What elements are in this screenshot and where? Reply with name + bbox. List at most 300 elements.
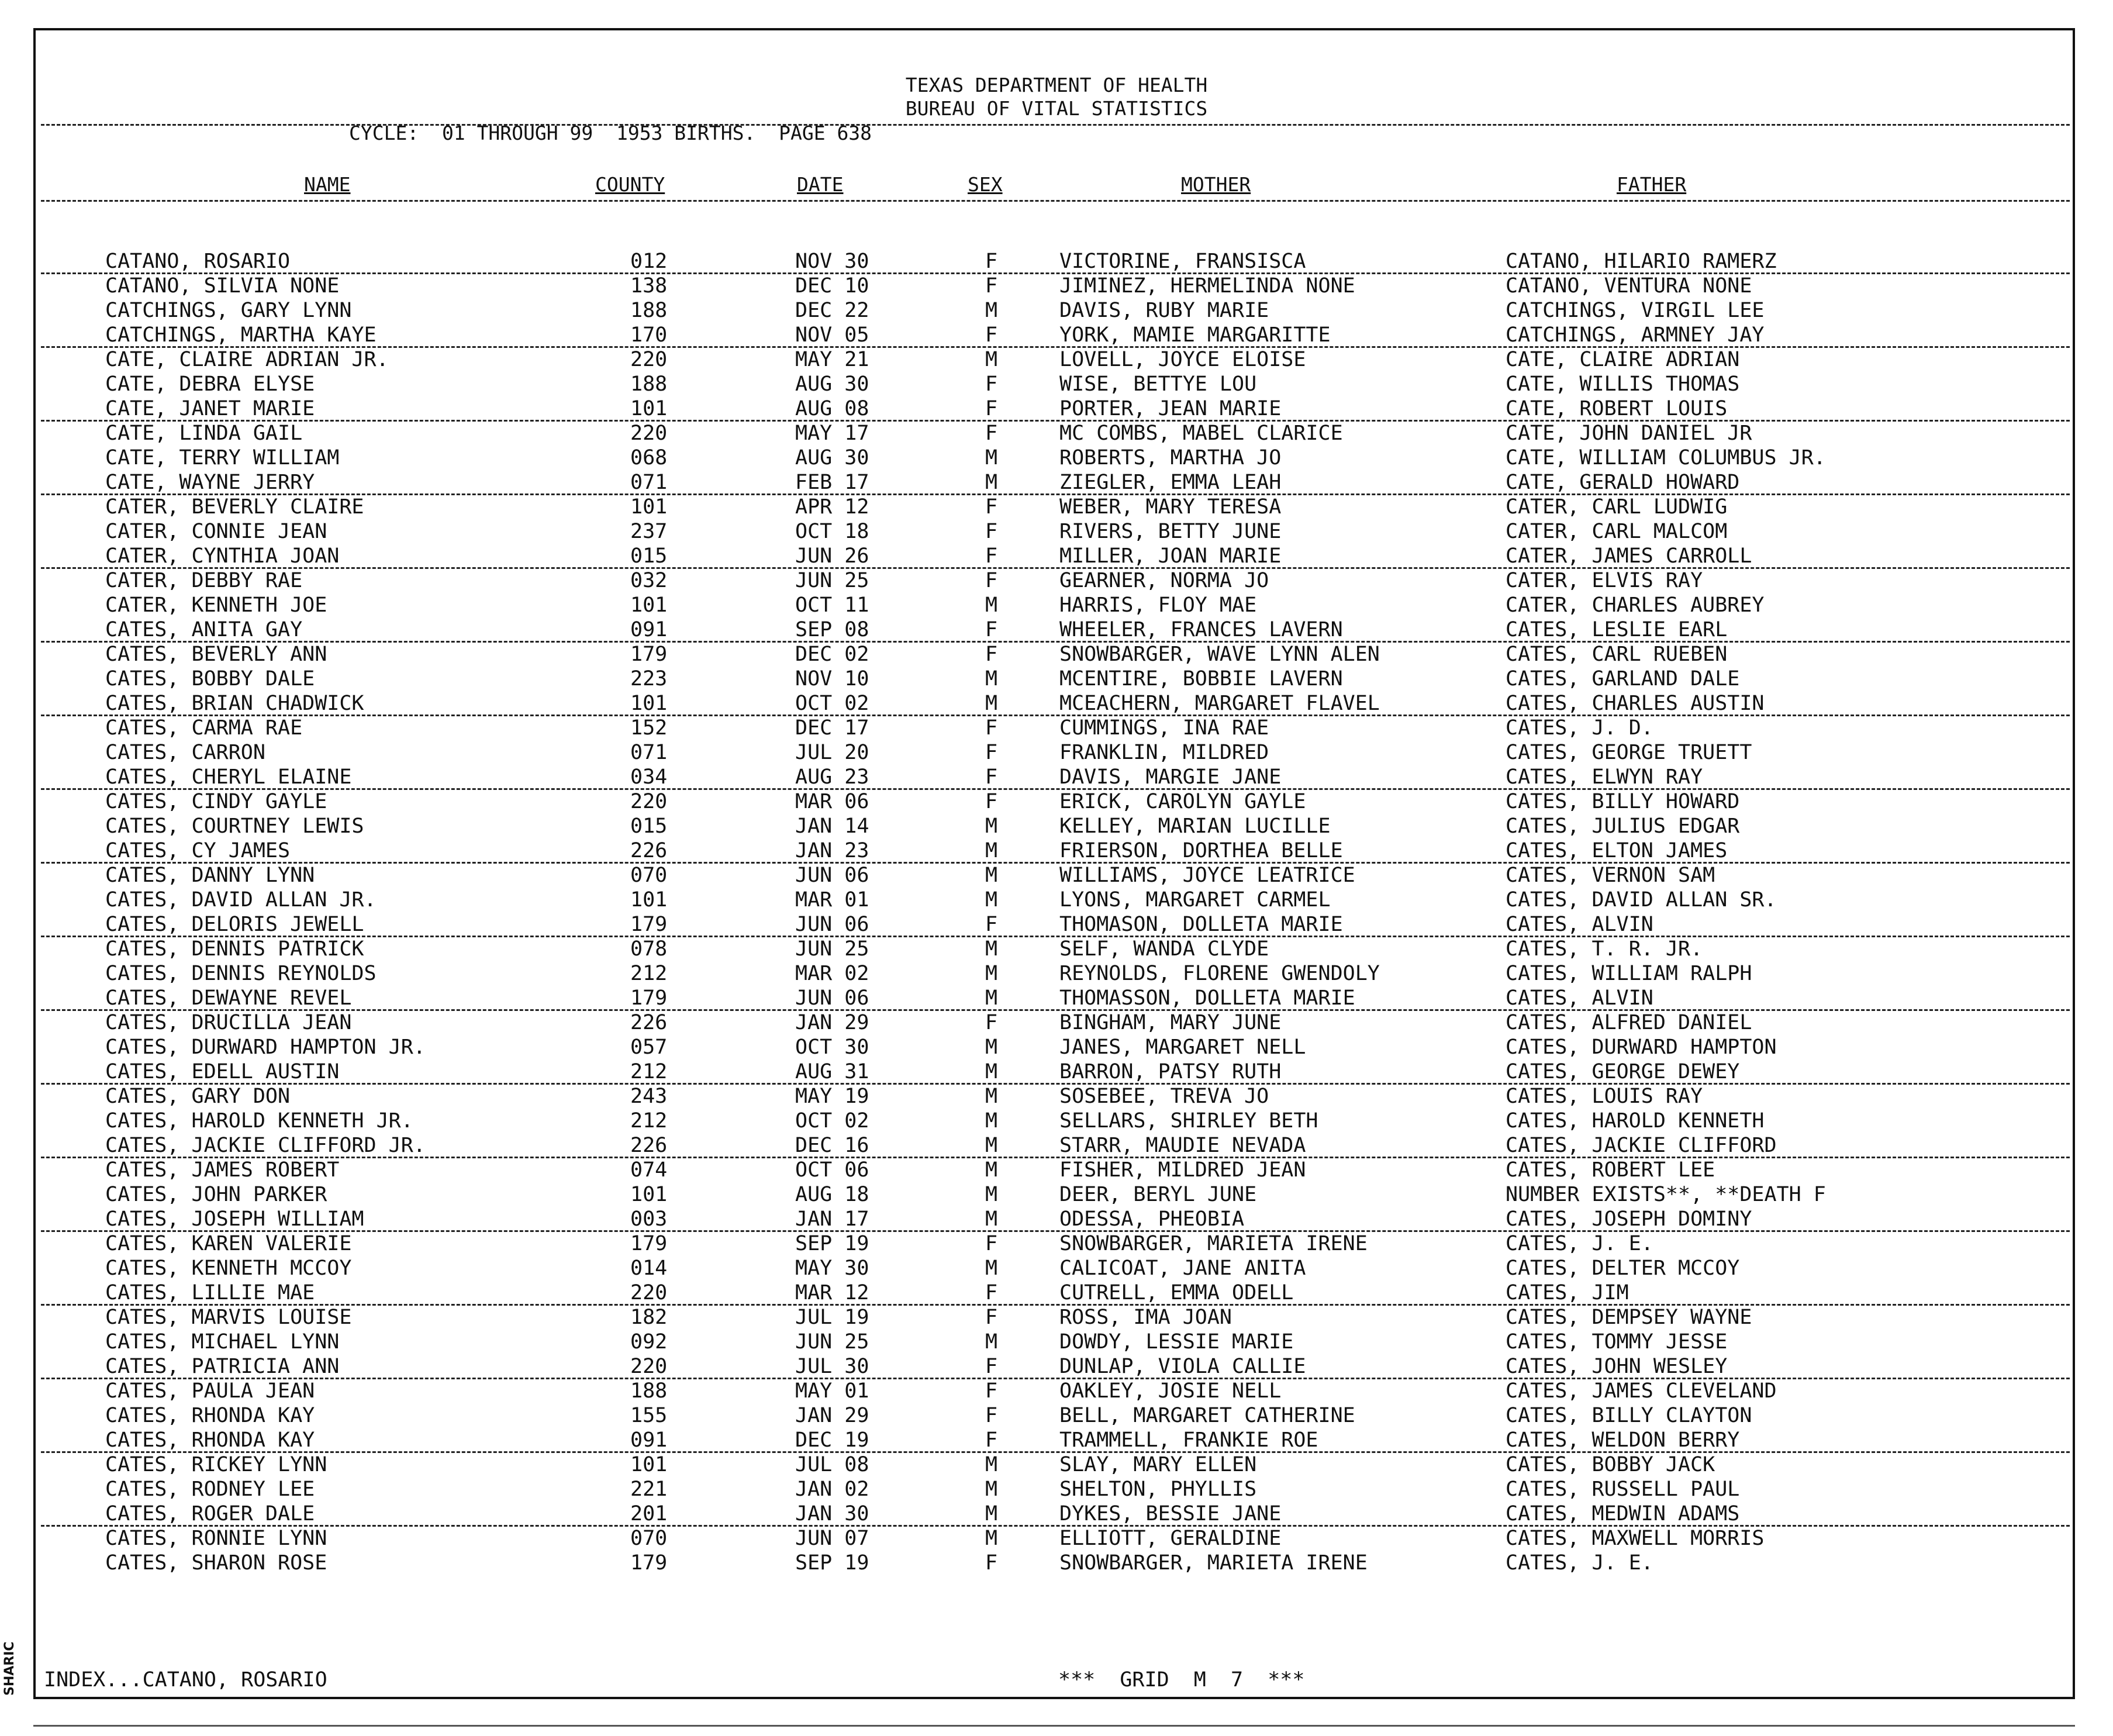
cell-sex: M bbox=[985, 1085, 998, 1108]
cell-name: CATE, JANET MARIE bbox=[105, 397, 315, 420]
cell-sex: M bbox=[985, 593, 998, 617]
cell-sex: M bbox=[985, 1207, 998, 1231]
cell-county: 092 bbox=[630, 1330, 668, 1354]
cell-father: CATES, J. E. bbox=[1506, 1232, 1653, 1255]
cell-mother: DUNLAP, VIOLA CALLIE bbox=[1059, 1355, 1306, 1378]
cell-county: 012 bbox=[630, 250, 668, 273]
cell-date: JUL 30 bbox=[795, 1355, 869, 1378]
row-separator bbox=[41, 420, 2070, 422]
cell-name: CATANO, ROSARIO bbox=[105, 250, 291, 273]
cell-date: MAY 21 bbox=[795, 348, 869, 371]
cell-name: CATES, ANITA GAY bbox=[105, 618, 303, 641]
cell-sex: F bbox=[985, 250, 998, 273]
cell-mother: MCENTIRE, BOBBIE LAVERN bbox=[1059, 667, 1343, 691]
cell-sex: M bbox=[985, 888, 998, 912]
cell-name: CATES, DEWAYNE REVEL bbox=[105, 986, 352, 1010]
cell-father: CATES, JULIUS EDGAR bbox=[1506, 814, 1740, 838]
cell-father: CATER, CHARLES AUBREY bbox=[1506, 593, 1765, 617]
cell-mother: OAKLEY, JOSIE NELL bbox=[1059, 1379, 1282, 1403]
row-separator bbox=[41, 272, 2070, 274]
index-footer: INDEX...CATANO, ROSARIO bbox=[44, 1668, 327, 1692]
cell-father: CATE, CLAIRE ADRIAN bbox=[1506, 348, 1740, 371]
cell-father: CATES, LOUIS RAY bbox=[1506, 1085, 1703, 1108]
cell-father: CATES, JOHN WESLEY bbox=[1506, 1355, 1728, 1378]
cell-date: AUG 30 bbox=[795, 372, 869, 396]
cell-name: CATES, DENNIS REYNOLDS bbox=[105, 962, 377, 985]
cell-date: JUN 06 bbox=[795, 913, 869, 936]
cell-name: CATES, DURWARD HAMPTON JR. bbox=[105, 1036, 426, 1059]
cell-father: CATES, BOBBY JACK bbox=[1506, 1453, 1715, 1476]
cell-name: CATES, HAROLD KENNETH JR. bbox=[105, 1109, 413, 1133]
cell-sex: M bbox=[985, 348, 998, 371]
column-header-mother: MOTHER bbox=[1181, 173, 1251, 196]
cell-date: AUG 31 bbox=[795, 1060, 869, 1083]
cell-date: FEB 17 bbox=[795, 471, 869, 494]
cell-county: 091 bbox=[630, 618, 668, 641]
cell-name: CATCHINGS, MARTHA KAYE bbox=[105, 323, 377, 347]
cell-county: 226 bbox=[630, 1011, 668, 1034]
cell-mother: GEARNER, NORMA JO bbox=[1059, 569, 1269, 592]
cell-sex: F bbox=[985, 372, 998, 396]
cell-mother: YORK, MAMIE MARGARITTE bbox=[1059, 323, 1331, 347]
cell-name: CATER, CYNTHIA JOAN bbox=[105, 544, 340, 568]
cell-mother: DEER, BERYL JUNE bbox=[1059, 1183, 1257, 1206]
cell-mother: DOWDY, LESSIE MARIE bbox=[1059, 1330, 1294, 1354]
cell-father: CATES, MAXWELL MORRIS bbox=[1506, 1527, 1765, 1550]
cell-date: MAY 19 bbox=[795, 1085, 869, 1108]
cell-sex: M bbox=[985, 1330, 998, 1354]
cell-sex: F bbox=[985, 741, 998, 764]
cell-father: CATES, GARLAND DALE bbox=[1506, 667, 1740, 691]
cell-name: CATES, ROGER DALE bbox=[105, 1502, 315, 1526]
cell-father: CATES, JIM bbox=[1506, 1281, 1629, 1304]
cell-mother: WISE, BETTYE LOU bbox=[1059, 372, 1257, 396]
cell-mother: JANES, MARGARET NELL bbox=[1059, 1036, 1306, 1059]
cell-mother: TRAMMELL, FRANKIE ROE bbox=[1059, 1428, 1318, 1452]
cell-father: CATE, WILLIAM COLUMBUS JR. bbox=[1506, 446, 1826, 470]
cell-name: CATES, CARRON bbox=[105, 741, 265, 764]
cell-father: CATES, GEORGE DEWEY bbox=[1506, 1060, 1740, 1083]
cell-sex: F bbox=[985, 1011, 998, 1034]
cell-name: CATE, TERRY WILLIAM bbox=[105, 446, 340, 470]
cell-county: 071 bbox=[630, 741, 668, 764]
cell-date: OCT 02 bbox=[795, 1109, 869, 1133]
cell-county: 101 bbox=[630, 1183, 668, 1206]
cell-name: CATES, SHARON ROSE bbox=[105, 1551, 327, 1575]
column-header-date: DATE bbox=[797, 173, 844, 196]
cell-county: 101 bbox=[630, 593, 668, 617]
cell-county: 226 bbox=[630, 839, 668, 862]
page-frame bbox=[33, 28, 2075, 1699]
cell-sex: F bbox=[985, 569, 998, 592]
cell-county: 201 bbox=[630, 1502, 668, 1526]
cell-father: CATES, JOSEPH DOMINY bbox=[1506, 1207, 1752, 1231]
cell-county: 182 bbox=[630, 1306, 668, 1329]
cell-sex: F bbox=[985, 1428, 998, 1452]
cell-date: JAN 17 bbox=[795, 1207, 869, 1231]
cell-date: NOV 10 bbox=[795, 667, 869, 691]
cell-date: OCT 06 bbox=[795, 1158, 869, 1182]
cell-mother: THOMASON, DOLLETA MARIE bbox=[1059, 913, 1343, 936]
cell-mother: LOVELL, JOYCE ELOISE bbox=[1059, 348, 1306, 371]
cell-mother: SELLARS, SHIRLEY BETH bbox=[1059, 1109, 1318, 1133]
cell-name: CATES, RONNIE LYNN bbox=[105, 1527, 327, 1550]
cell-mother: DAVIS, RUBY MARIE bbox=[1059, 299, 1269, 322]
cell-father: CATES, ALVIN bbox=[1506, 986, 1653, 1010]
row-separator bbox=[41, 1157, 2070, 1158]
cell-sex: F bbox=[985, 1379, 998, 1403]
cell-father: CATES, LESLIE EARL bbox=[1506, 618, 1728, 641]
cell-mother: FRIERSON, DORTHEA BELLE bbox=[1059, 839, 1343, 862]
cell-date: MAY 17 bbox=[795, 422, 869, 445]
grid-footer: *** GRID M 7 *** bbox=[1058, 1668, 1305, 1692]
cell-county: 015 bbox=[630, 544, 668, 568]
cell-mother: KELLEY, MARIAN LUCILLE bbox=[1059, 814, 1331, 838]
cell-name: CATES, EDELL AUSTIN bbox=[105, 1060, 340, 1083]
cell-date: DEC 17 bbox=[795, 716, 869, 740]
cell-name: CATES, MARVIS LOUISE bbox=[105, 1306, 352, 1329]
cell-county: 179 bbox=[630, 1551, 668, 1575]
cell-name: CATES, CY JAMES bbox=[105, 839, 291, 862]
cell-date: MAY 01 bbox=[795, 1379, 869, 1403]
cell-name: CATES, RHONDA KAY bbox=[105, 1404, 315, 1427]
cell-date: JUN 25 bbox=[795, 569, 869, 592]
cell-mother: SNOWBARGER, WAVE LYNN ALEN bbox=[1059, 643, 1380, 666]
cell-county: 091 bbox=[630, 1428, 668, 1452]
cell-date: MAR 12 bbox=[795, 1281, 869, 1304]
department-title: TEXAS DEPARTMENT OF HEALTH bbox=[905, 74, 1208, 96]
cell-name: CATES, MICHAEL LYNN bbox=[105, 1330, 340, 1354]
cell-sex: M bbox=[985, 446, 998, 470]
row-separator bbox=[41, 862, 2070, 864]
cell-father: CATES, VERNON SAM bbox=[1506, 864, 1715, 887]
bottom-rule bbox=[33, 1725, 2075, 1727]
cell-name: CATES, BRIAN CHADWICK bbox=[105, 692, 364, 715]
cell-sex: M bbox=[985, 1257, 998, 1280]
cell-county: 014 bbox=[630, 1257, 668, 1280]
cell-father: CATE, GERALD HOWARD bbox=[1506, 471, 1740, 494]
cell-county: 223 bbox=[630, 667, 668, 691]
cell-mother: WEBER, MARY TERESA bbox=[1059, 495, 1282, 519]
cell-county: 170 bbox=[630, 323, 668, 347]
cell-name: CATER, DEBBY RAE bbox=[105, 569, 303, 592]
cell-sex: M bbox=[985, 1036, 998, 1059]
cell-date: AUG 30 bbox=[795, 446, 869, 470]
cell-name: CATES, JOHN PARKER bbox=[105, 1183, 327, 1206]
cell-county: 212 bbox=[630, 962, 668, 985]
cell-date: MAR 01 bbox=[795, 888, 869, 912]
cell-name: CATANO, SILVIA NONE bbox=[105, 274, 340, 298]
cell-mother: FISHER, MILDRED JEAN bbox=[1059, 1158, 1306, 1182]
cell-name: CATE, LINDA GAIL bbox=[105, 422, 303, 445]
cell-county: 212 bbox=[630, 1060, 668, 1083]
cell-date: JAN 14 bbox=[795, 814, 869, 838]
cell-mother: PORTER, JEAN MARIE bbox=[1059, 397, 1282, 420]
cell-mother: SELF, WANDA CLYDE bbox=[1059, 937, 1269, 961]
cell-mother: ROSS, IMA JOAN bbox=[1059, 1306, 1232, 1329]
cell-sex: M bbox=[985, 1453, 998, 1476]
cell-name: CATER, KENNETH JOE bbox=[105, 593, 327, 617]
cell-mother: BELL, MARGARET CATHERINE bbox=[1059, 1404, 1355, 1427]
cell-date: MAY 30 bbox=[795, 1257, 869, 1280]
cell-name: CATE, CLAIRE ADRIAN JR. bbox=[105, 348, 389, 371]
cell-mother: MCEACHERN, MARGARET FLAVEL bbox=[1059, 692, 1380, 715]
cell-county: 155 bbox=[630, 1404, 668, 1427]
cell-name: CATER, BEVERLY CLAIRE bbox=[105, 495, 364, 519]
cell-county: 179 bbox=[630, 913, 668, 936]
cell-date: OCT 18 bbox=[795, 520, 869, 543]
cell-mother: LYONS, MARGARET CARMEL bbox=[1059, 888, 1331, 912]
cell-father: CATES, J. D. bbox=[1506, 716, 1653, 740]
cell-father: CATER, JAMES CARROLL bbox=[1506, 544, 1752, 568]
cell-mother: STARR, MAUDIE NEVADA bbox=[1059, 1134, 1306, 1157]
cell-name: CATES, PAULA JEAN bbox=[105, 1379, 315, 1403]
cell-date: SEP 19 bbox=[795, 1232, 869, 1255]
cell-county: 070 bbox=[630, 1527, 668, 1550]
cell-father: CATES, T. R. JR. bbox=[1506, 937, 1703, 961]
cell-county: 220 bbox=[630, 1281, 668, 1304]
cell-county: 188 bbox=[630, 299, 668, 322]
cell-name: CATES, DRUCILLA JEAN bbox=[105, 1011, 352, 1034]
cell-name: CATES, KENNETH MCCOY bbox=[105, 1257, 352, 1280]
cell-father: CATER, CARL LUDWIG bbox=[1506, 495, 1728, 519]
cell-sex: F bbox=[985, 422, 998, 445]
cell-county: 179 bbox=[630, 643, 668, 666]
cell-county: 032 bbox=[630, 569, 668, 592]
cell-mother: SNOWBARGER, MARIETA IRENE bbox=[1059, 1232, 1368, 1255]
cell-father: CATCHINGS, ARMNEY JAY bbox=[1506, 323, 1765, 347]
cell-name: CATES, GARY DON bbox=[105, 1085, 291, 1108]
cell-date: MAR 02 bbox=[795, 962, 869, 985]
cell-date: DEC 02 bbox=[795, 643, 869, 666]
cell-date: JUN 06 bbox=[795, 986, 869, 1010]
cell-date: JAN 02 bbox=[795, 1478, 869, 1501]
cell-sex: F bbox=[985, 765, 998, 789]
cell-sex: F bbox=[985, 495, 998, 519]
cell-sex: F bbox=[985, 274, 998, 298]
cell-date: JUN 25 bbox=[795, 1330, 869, 1354]
cell-name: CATES, JACKIE CLIFFORD JR. bbox=[105, 1134, 426, 1157]
cell-name: CATES, BOBBY DALE bbox=[105, 667, 315, 691]
cell-mother: HARRIS, FLOY MAE bbox=[1059, 593, 1257, 617]
cell-father: CATANO, VENTURA NONE bbox=[1506, 274, 1752, 298]
cell-date: SEP 08 bbox=[795, 618, 869, 641]
cell-name: CATCHINGS, GARY LYNN bbox=[105, 299, 352, 322]
cell-county: 101 bbox=[630, 692, 668, 715]
cell-father: CATES, JAMES CLEVELAND bbox=[1506, 1379, 1777, 1403]
cell-mother: BARRON, PATSY RUTH bbox=[1059, 1060, 1282, 1083]
cell-sex: F bbox=[985, 1355, 998, 1378]
cell-county: 003 bbox=[630, 1207, 668, 1231]
cell-date: JAN 29 bbox=[795, 1404, 869, 1427]
cell-father: CATES, RUSSELL PAUL bbox=[1506, 1478, 1740, 1501]
cell-county: 070 bbox=[630, 864, 668, 887]
cell-county: 220 bbox=[630, 348, 668, 371]
cell-county: 138 bbox=[630, 274, 668, 298]
cell-county: 152 bbox=[630, 716, 668, 740]
cell-name: CATES, DAVID ALLAN JR. bbox=[105, 888, 377, 912]
cell-father: CATES, ELWYN RAY bbox=[1506, 765, 1703, 789]
cell-mother: REYNOLDS, FLORENE GWENDOLY bbox=[1059, 962, 1380, 985]
cell-sex: M bbox=[985, 1502, 998, 1526]
cell-father: CATES, WELDON BERRY bbox=[1506, 1428, 1740, 1452]
cell-father: CATCHINGS, VIRGIL LEE bbox=[1506, 299, 1765, 322]
cell-father: CATES, DELTER MCCOY bbox=[1506, 1257, 1740, 1280]
cell-father: CATES, DEMPSEY WAYNE bbox=[1506, 1306, 1752, 1329]
cell-sex: M bbox=[985, 471, 998, 494]
cell-name: CATES, DANNY LYNN bbox=[105, 864, 315, 887]
cell-father: CATES, J. E. bbox=[1506, 1551, 1653, 1575]
cell-father: CATES, CARL RUEBEN bbox=[1506, 643, 1728, 666]
row-separator bbox=[41, 1083, 2070, 1085]
cell-name: CATES, DENNIS PATRICK bbox=[105, 937, 364, 961]
cell-name: CATES, CHERYL ELAINE bbox=[105, 765, 352, 789]
cell-father: CATES, ROBERT LEE bbox=[1506, 1158, 1715, 1182]
cell-sex: F bbox=[985, 520, 998, 543]
cell-sex: M bbox=[985, 1527, 998, 1550]
cell-mother: WILLIAMS, JOYCE LEATRICE bbox=[1059, 864, 1355, 887]
cell-father: CATER, ELVIS RAY bbox=[1506, 569, 1703, 592]
cell-sex: F bbox=[985, 1281, 998, 1304]
cell-mother: ROBERTS, MARTHA JO bbox=[1059, 446, 1282, 470]
cell-father: CATE, ROBERT LOUIS bbox=[1506, 397, 1728, 420]
bureau-title: BUREAU OF VITAL STATISTICS bbox=[905, 97, 1208, 120]
cell-sex: M bbox=[985, 986, 998, 1010]
cell-name: CATES, RICKEY LYNN bbox=[105, 1453, 327, 1476]
cell-father: CATES, DAVID ALLAN SR. bbox=[1506, 888, 1777, 912]
cell-sex: F bbox=[985, 323, 998, 347]
cell-father: CATES, ALVIN bbox=[1506, 913, 1653, 936]
cell-county: 226 bbox=[630, 1134, 668, 1157]
cell-father: NUMBER EXISTS**, **DEATH F bbox=[1506, 1183, 1826, 1206]
cell-sex: F bbox=[985, 1306, 998, 1329]
cell-county: 237 bbox=[630, 520, 668, 543]
cell-date: JAN 30 bbox=[795, 1502, 869, 1526]
cell-sex: M bbox=[985, 1060, 998, 1083]
cell-county: 221 bbox=[630, 1478, 668, 1501]
cell-date: DEC 10 bbox=[795, 274, 869, 298]
cell-county: 057 bbox=[630, 1036, 668, 1059]
cell-sex: F bbox=[985, 1232, 998, 1255]
cell-county: 078 bbox=[630, 937, 668, 961]
cell-date: JAN 23 bbox=[795, 839, 869, 862]
cell-mother: CALICOAT, JANE ANITA bbox=[1059, 1257, 1306, 1280]
cell-sex: M bbox=[985, 864, 998, 887]
cell-county: 220 bbox=[630, 790, 668, 813]
header-rule bbox=[41, 124, 2070, 126]
cell-date: AUG 18 bbox=[795, 1183, 869, 1206]
cell-mother: JIMINEZ, HERMELINDA NONE bbox=[1059, 274, 1355, 298]
cell-date: APR 12 bbox=[795, 495, 869, 519]
cell-date: JUN 07 bbox=[795, 1527, 869, 1550]
cell-sex: M bbox=[985, 1183, 998, 1206]
row-separator bbox=[41, 715, 2070, 716]
column-header-county: COUNTY bbox=[595, 173, 665, 196]
cell-sex: F bbox=[985, 1404, 998, 1427]
cell-sex: M bbox=[985, 1134, 998, 1157]
cell-mother: DAVIS, MARGIE JANE bbox=[1059, 765, 1282, 789]
cell-mother: VICTORINE, FRANSISCA bbox=[1059, 250, 1306, 273]
cell-mother: SLAY, MARY ELLEN bbox=[1059, 1453, 1257, 1476]
cell-name: CATES, JAMES ROBERT bbox=[105, 1158, 340, 1182]
column-header-father: FATHER bbox=[1617, 173, 1687, 196]
cell-father: CATE, JOHN DANIEL JR bbox=[1506, 422, 1752, 445]
cell-date: AUG 08 bbox=[795, 397, 869, 420]
cell-father: CATES, BILLY CLAYTON bbox=[1506, 1404, 1752, 1427]
cell-mother: WHEELER, FRANCES LAVERN bbox=[1059, 618, 1343, 641]
cell-father: CATER, CARL MALCOM bbox=[1506, 520, 1728, 543]
cell-date: NOV 05 bbox=[795, 323, 869, 347]
cell-date: OCT 11 bbox=[795, 593, 869, 617]
cell-father: CATE, WILLIS THOMAS bbox=[1506, 372, 1740, 396]
cell-date: JUL 20 bbox=[795, 741, 869, 764]
cell-father: CATES, HAROLD KENNETH bbox=[1506, 1109, 1765, 1133]
cell-sex: M bbox=[985, 839, 998, 862]
cell-name: CATES, DELORIS JEWELL bbox=[105, 913, 364, 936]
cell-mother: CUMMINGS, INA RAE bbox=[1059, 716, 1269, 740]
cell-father: CATES, JACKIE CLIFFORD bbox=[1506, 1134, 1777, 1157]
cell-mother: ERICK, CAROLYN GAYLE bbox=[1059, 790, 1306, 813]
cell-county: 074 bbox=[630, 1158, 668, 1182]
cell-name: CATES, LILLIE MAE bbox=[105, 1281, 315, 1304]
cell-county: 179 bbox=[630, 1232, 668, 1255]
row-separator bbox=[41, 788, 2070, 790]
cell-date: OCT 02 bbox=[795, 692, 869, 715]
cell-sex: M bbox=[985, 1158, 998, 1182]
cell-county: 243 bbox=[630, 1085, 668, 1108]
row-separator bbox=[41, 567, 2070, 569]
cell-date: JUN 26 bbox=[795, 544, 869, 568]
cell-mother: DYKES, BESSIE JANE bbox=[1059, 1502, 1282, 1526]
cell-mother: MC COMBS, MABEL CLARICE bbox=[1059, 422, 1343, 445]
cell-county: 101 bbox=[630, 495, 668, 519]
cell-sex: F bbox=[985, 716, 998, 740]
cell-sex: F bbox=[985, 643, 998, 666]
cell-mother: THOMASSON, DOLLETA MARIE bbox=[1059, 986, 1355, 1010]
cell-date: AUG 23 bbox=[795, 765, 869, 789]
cell-father: CATES, WILLIAM RALPH bbox=[1506, 962, 1752, 985]
cell-sex: M bbox=[985, 667, 998, 691]
cell-name: CATES, COURTNEY LEWIS bbox=[105, 814, 364, 838]
cell-sex: F bbox=[985, 790, 998, 813]
cell-date: DEC 19 bbox=[795, 1428, 869, 1452]
cell-county: 220 bbox=[630, 1355, 668, 1378]
cell-father: CATES, BILLY HOWARD bbox=[1506, 790, 1740, 813]
cell-county: 188 bbox=[630, 1379, 668, 1403]
cell-sex: F bbox=[985, 913, 998, 936]
cell-name: CATES, JOSEPH WILLIAM bbox=[105, 1207, 364, 1231]
cell-name: CATES, CARMA RAE bbox=[105, 716, 303, 740]
cell-sex: M bbox=[985, 1478, 998, 1501]
row-separator bbox=[41, 1525, 2070, 1527]
cell-sex: F bbox=[985, 1551, 998, 1575]
cell-mother: SOSEBEE, TREVA JO bbox=[1059, 1085, 1269, 1108]
cell-mother: ODESSA, PHEOBIA bbox=[1059, 1207, 1245, 1231]
cell-name: CATE, DEBRA ELYSE bbox=[105, 372, 315, 396]
cell-sex: M bbox=[985, 299, 998, 322]
cell-county: 015 bbox=[630, 814, 668, 838]
cell-mother: BINGHAM, MARY JUNE bbox=[1059, 1011, 1282, 1034]
cell-sex: F bbox=[985, 544, 998, 568]
cell-mother: SHELTON, PHYLLIS bbox=[1059, 1478, 1257, 1501]
cell-date: MAR 06 bbox=[795, 790, 869, 813]
cell-name: CATE, WAYNE JERRY bbox=[105, 471, 315, 494]
cell-sex: F bbox=[985, 397, 998, 420]
cell-date: SEP 19 bbox=[795, 1551, 869, 1575]
cell-father: CATES, ALFRED DANIEL bbox=[1506, 1011, 1752, 1034]
cell-name: CATES, PATRICIA ANN bbox=[105, 1355, 340, 1378]
cell-county: 220 bbox=[630, 422, 668, 445]
